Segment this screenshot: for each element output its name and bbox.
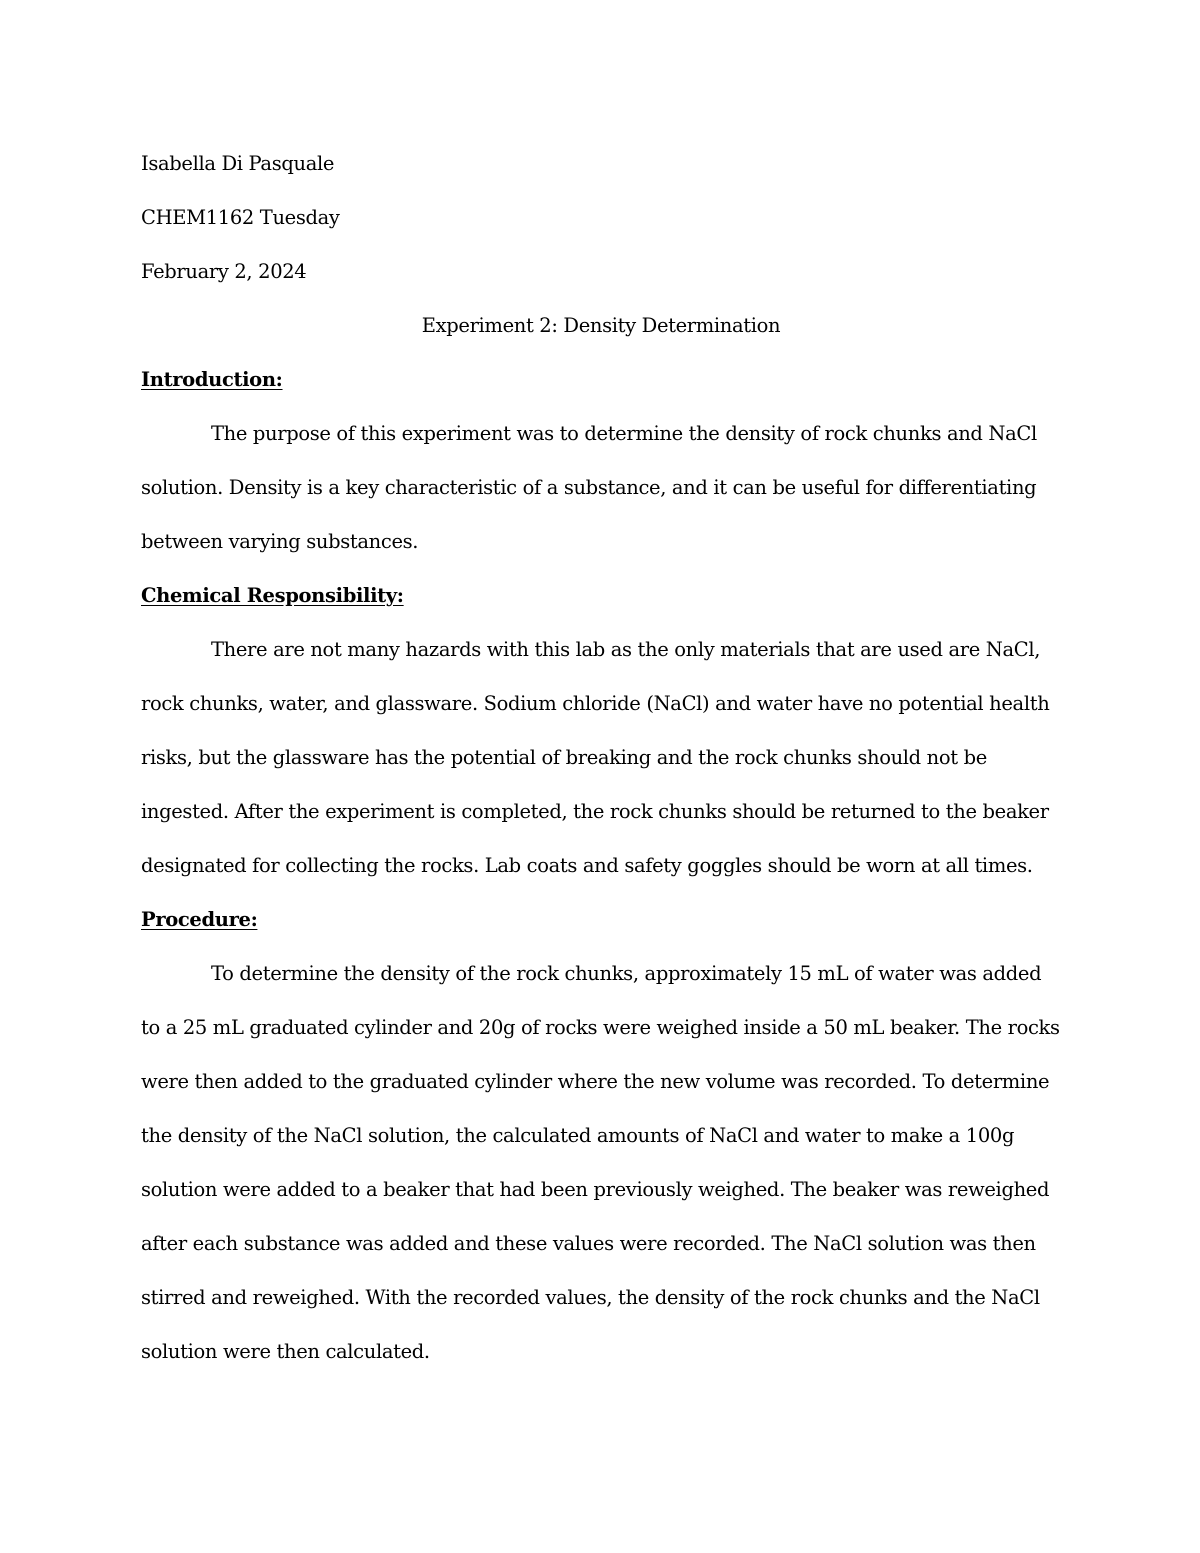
author-name: Isabella Di Pasquale bbox=[141, 152, 335, 175]
date-line: February 2, 2024 bbox=[141, 260, 307, 283]
introduction-heading: Introduction: bbox=[141, 368, 283, 391]
chemical-responsibility-paragraph: There are not many hazards with this lab as the only materials that are used are NaCl, rock chunks, water, and glassware. Sodium chloride (NaCl) and water have no potential health risks, but the glassware has the potential of breaking and the rock chunks should not be ingested. After the experiment is completed, the rock chunks should be returned to the beaker designated for collecting the rocks. Lab coats and safety goggles should be worn at all times. bbox=[141, 638, 1050, 877]
procedure-heading: Procedure: bbox=[141, 908, 258, 931]
chemical-responsibility-heading: Chemical Responsibility: bbox=[141, 584, 404, 607]
introduction-paragraph: The purpose of this experiment was to determine the density of rock chunks and NaCl solution. Density is a key characteristic of a substance, and it can be useful for differentiating between varying substances. bbox=[141, 422, 1037, 553]
document-title: Experiment 2: Density Determination bbox=[421, 314, 781, 337]
course-line: CHEM1162 Tuesday bbox=[141, 206, 340, 229]
document-body bbox=[141, 137, 1061, 1379]
procedure-paragraph: To determine the density of the rock chunks, approximately 15 mL of water was added to a 25 mL graduated cylinder and 20g of rocks were weighed inside a 50 mL beaker. The rocks were then added to the graduated cylinder where the new volume was recorded. To determine the density of the NaCl solution, the calculated amounts of NaCl and water to make a 100g solution were added to a beaker that had been previously weighed. The beaker was reweighed after each substance was added and these values were recorded. The NaCl solution was then stirred and reweighed. With the recorded values, the density of the rock chunks and the NaCl solution were then calculated. bbox=[141, 962, 1060, 1363]
